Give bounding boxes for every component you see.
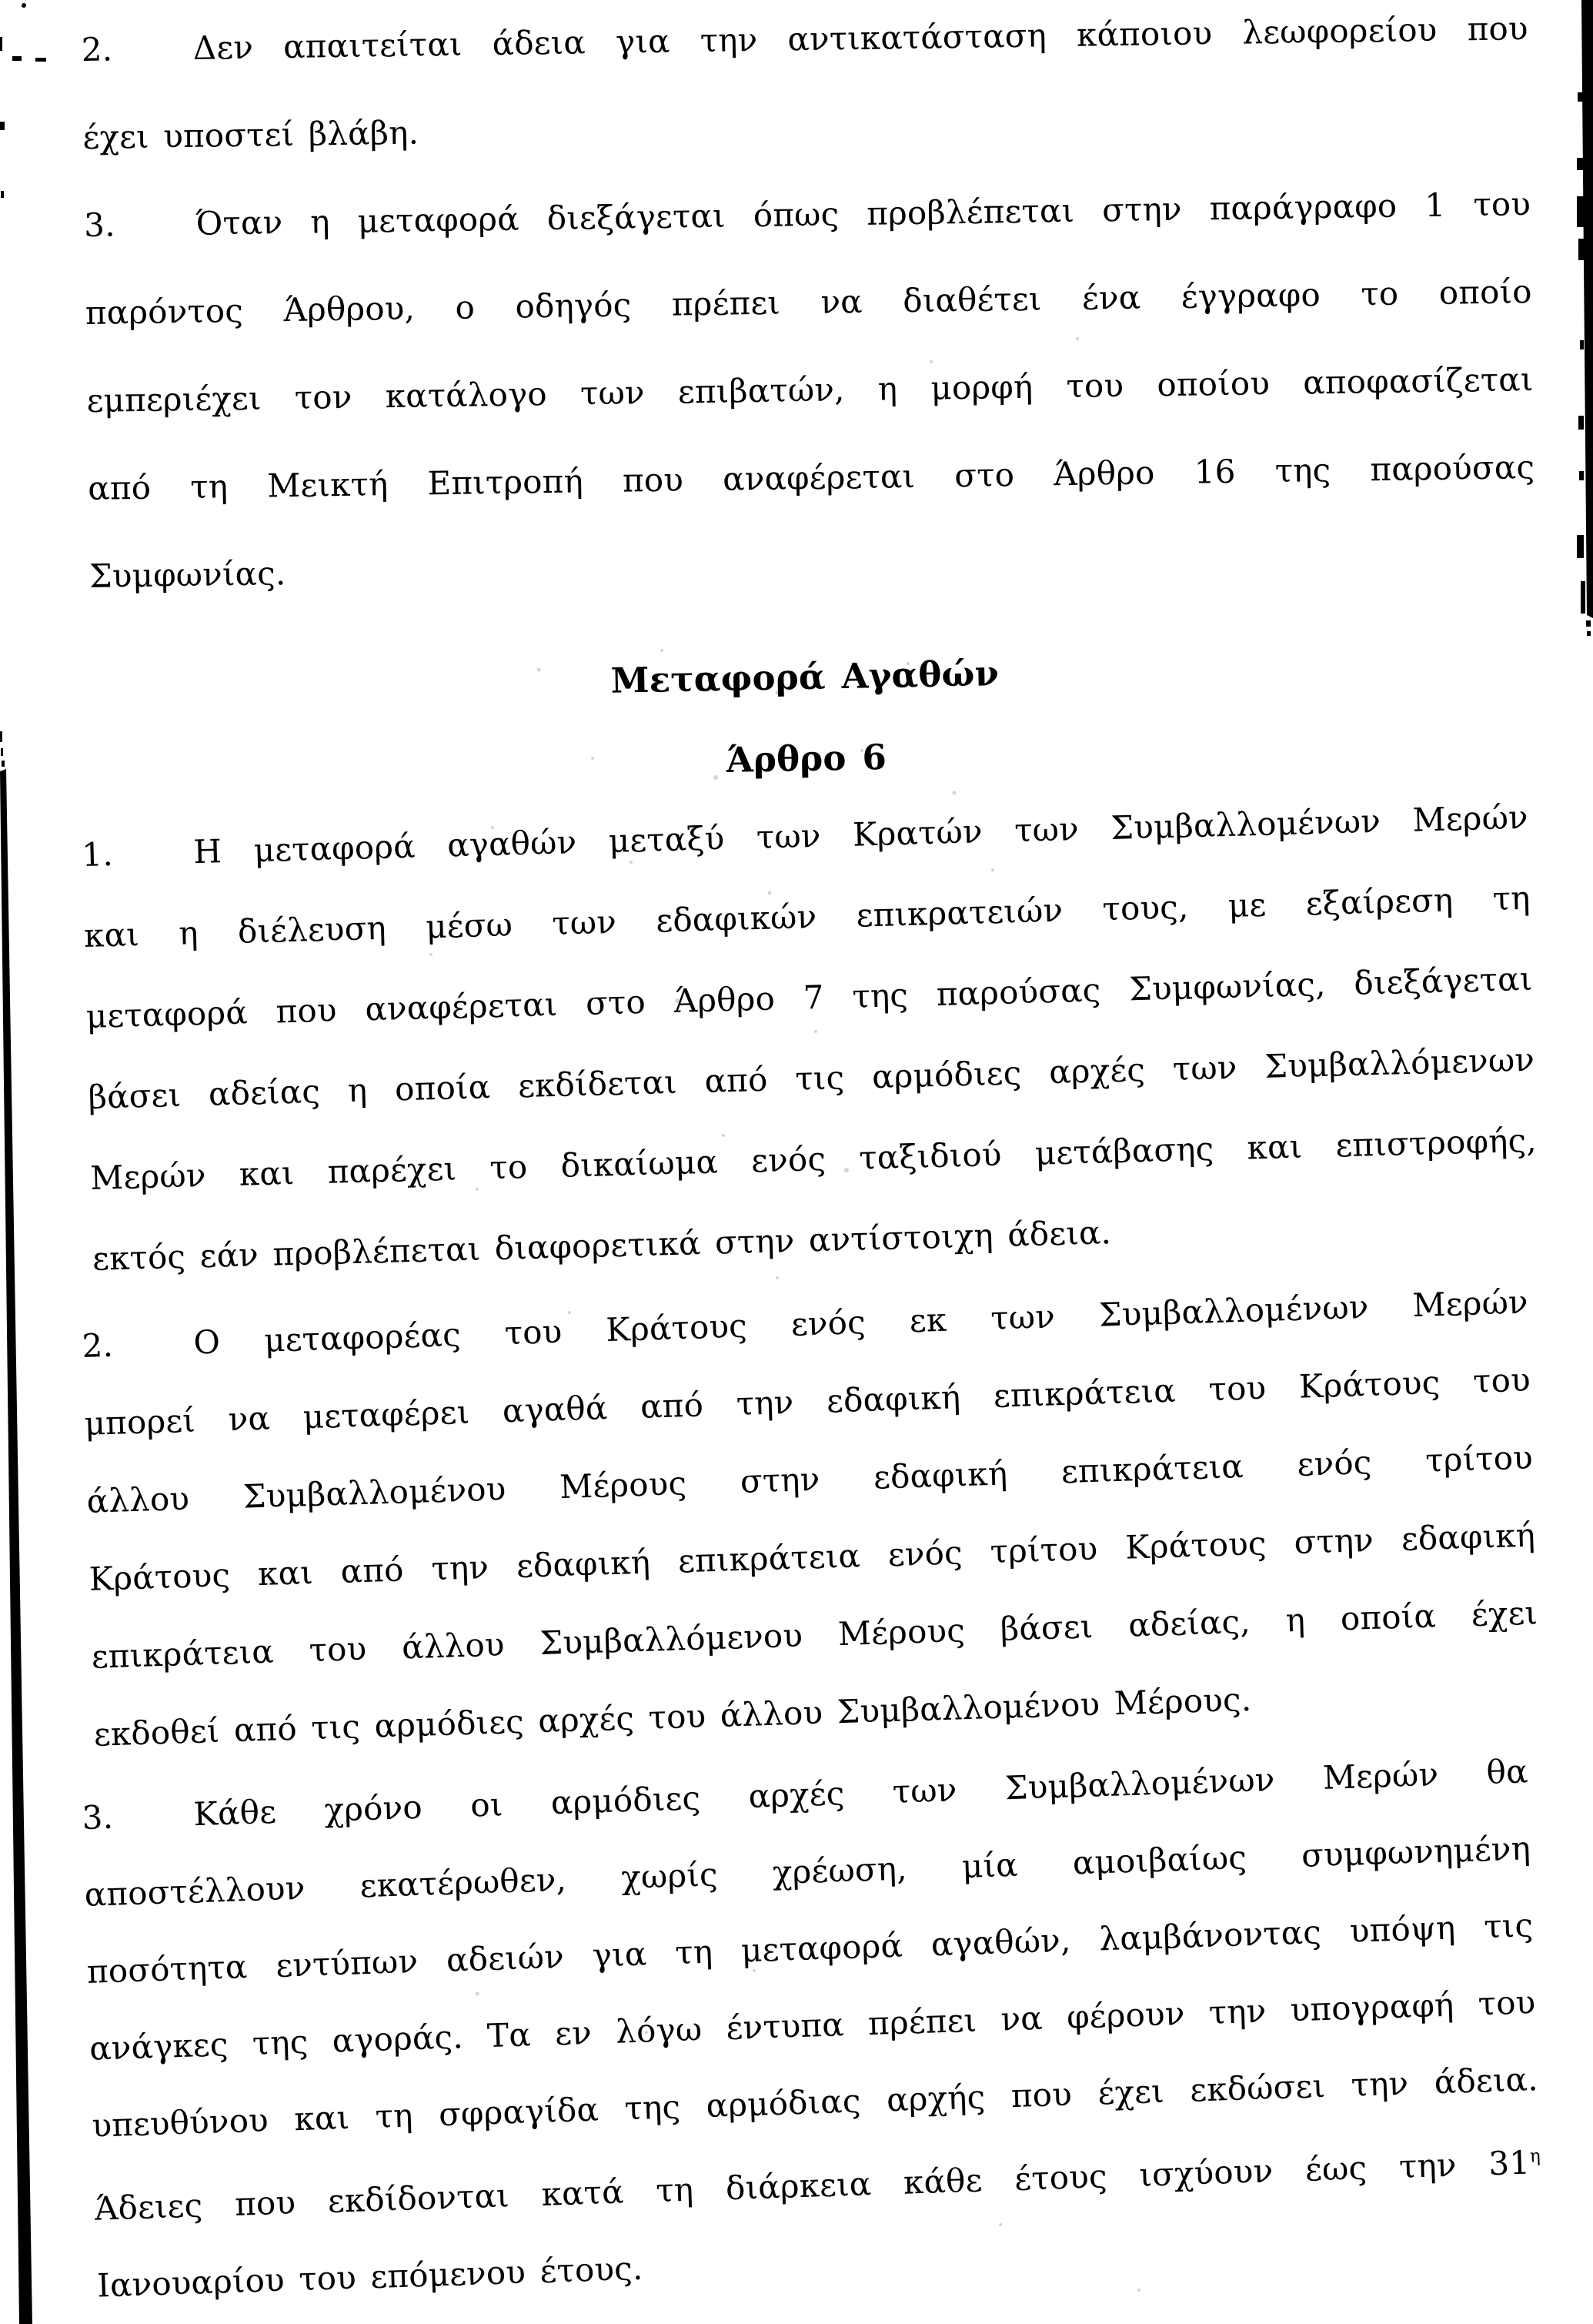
line-text: εκτός εάν προβλέπεται διαφορετικά στην αντίστοιχη άδεια. bbox=[92, 1213, 1112, 1278]
line-text: Η μεταφορά αγαθών μεταξύ των Κρατών των Συμβαλλομένων Μερών bbox=[192, 798, 1529, 871]
line-text: Δεν απαιτείται άδεια για την αντικατάσταση κάποιου λεωφορείου που bbox=[192, 9, 1528, 67]
body-paragraph bbox=[81, 1263, 1541, 1774]
paragraph-number: 3. bbox=[81, 1797, 114, 1837]
line-text: παρόντος Άρθρου, ο οδηγός πρέπει να διαθέτει ένα έγγραφο το οποίο bbox=[85, 273, 1533, 332]
line-text: Ο μεταφορέας του Κράτους ενός εκ των Συμβαλλομένων Μερών bbox=[192, 1282, 1529, 1362]
line-text: άλλου Συμβαλλομένου Μέρους στην εδαφική επικράτεια ενός τρίτου bbox=[85, 1438, 1534, 1520]
body-paragraph bbox=[81, 1733, 1545, 2324]
line-text: εμπεριέχει τον κατάλογο των επιβατών, η μορφή του οποίου αποφασίζεται bbox=[86, 360, 1534, 420]
line-text: ανάγκες της αγοράς. Τα εν λόγω έντυπα πρέπει να φέρουν την υπογραφή του bbox=[88, 1983, 1537, 2068]
line-text: Συμφωνίας. bbox=[88, 554, 286, 595]
line-text: Ιανουαρίου του επόμενου έτους. bbox=[96, 2249, 644, 2305]
line-text: βάσει αδείας η οποία εκδίδεται από τις αρμόδιες αρχές των Συμβαλλόμενων bbox=[87, 1040, 1535, 1116]
line-text: Μερών και παρέχει το δικαίωμα ενός ταξιδιού μετάβασης και επιστροφής, bbox=[89, 1121, 1538, 1197]
paragraph-number: 2. bbox=[81, 1326, 114, 1365]
ordinal-superscript: η bbox=[1529, 2146, 1541, 2167]
line-text: και η διέλευση μέσω των εδαφικών επικρατειών τους, με εξαίρεση τη bbox=[83, 878, 1531, 955]
line-text: ποσότητα εντύπων αδειών για τη μεταφορά αγαθών, λαμβάνοντας υπόψη τις bbox=[86, 1906, 1534, 1991]
line-text: μεταφορά που αναφέρεται στο Άρθρο 7 της παρούσας Συμφωνίας, διεξάγεται bbox=[85, 959, 1533, 1035]
line-text: εκδοθεί από τις αρμόδιες αρχές του άλλου Συμβαλλομένου Μέρους. bbox=[93, 1680, 1252, 1754]
line-text: Άρθρο 6 bbox=[726, 736, 887, 781]
line-text: επικράτεια του άλλου Συμβαλλόμενου Μέρους βάσει αδείας, η οποία έχει bbox=[91, 1593, 1538, 1676]
line-text: μπορεί να μεταφέρει αγαθά από την εδαφική επικράτεια του Κράτους του bbox=[83, 1360, 1531, 1443]
line-text: από τη Μεικτή Επιτροπή που αναφέρεται στο Άρθρο 16 της παρούσας bbox=[87, 448, 1535, 507]
line-text: αποστέλλουν εκατέρωθεν, χωρίς χρέωση, μία αμοιβαίως συμφωνημένη bbox=[84, 1829, 1531, 1914]
line-text: Μεταφορά Αγαθών bbox=[610, 653, 1000, 701]
paragraph-number: 3. bbox=[83, 206, 116, 244]
body-paragraph bbox=[81, 777, 1540, 1299]
line-text: έχει υποστεί βλάβη. bbox=[82, 113, 419, 156]
line-text: Άδειες που εκδίδονται κατά τη διάρκεια κάθε έτους ισχύουν έως την 31 bbox=[94, 2143, 1531, 2228]
line-text: Κάθε χρόνο οι αρμόδιες αρχές των Συμβαλλομένων Μερών θα bbox=[192, 1752, 1529, 1834]
line-text: Κράτους και από την εδαφική επικράτεια ενός τρίτου Κράτους στην εδαφική bbox=[88, 1516, 1536, 1598]
line-text: υπευθύνου και τη σφραγίδα της αρμόδιας αρχής που έχει εκδώσει την άδεια. bbox=[91, 2060, 1539, 2145]
line-text: Όταν η μεταφορά διεξάγεται όπως προβλέπεται στην παράγραφο 1 του bbox=[195, 185, 1531, 242]
paragraph-number: 2. bbox=[81, 30, 113, 69]
paragraph-number: 1. bbox=[81, 834, 114, 874]
body-paragraph bbox=[81, 0, 1537, 620]
